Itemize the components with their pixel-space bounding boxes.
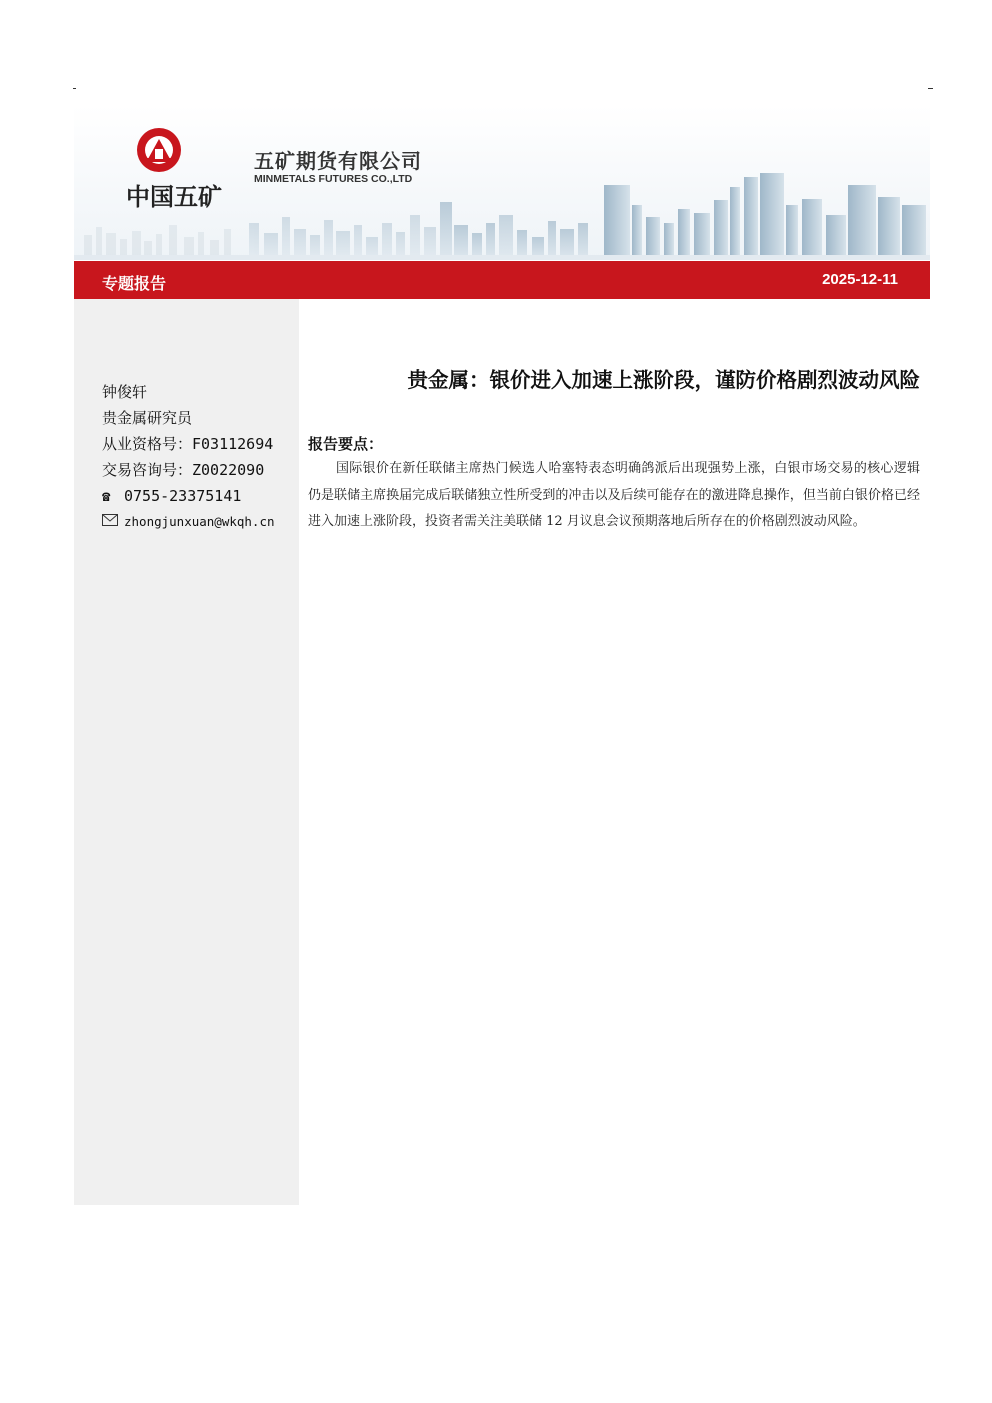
email-address[interactable]: zhongjunxuan@wkqh.cn [124, 514, 275, 529]
crop-mark-right [928, 88, 933, 89]
consulting-number: 交易咨询号：Z0022090 [102, 461, 265, 479]
document-title: 贵金属：银价进入加速上涨阶段，谨防价格剧烈波动风险 [407, 368, 920, 392]
author-sidebar [74, 299, 299, 1205]
report-type: 专题报告 [102, 274, 167, 293]
company-name-en: MINMETALS FUTURES CO.,LTD [254, 173, 413, 185]
summary-paragraph: 国际银价在新任联储主席热门候选人哈塞特表态明确鸽派后出现强势上涨，白银市场交易的核心逻辑仍是联储主席换届完成后联储独立性所受到的冲击以及后续可能存在的激进降息操作，但当前白银价格已经进入加速上涨阶段，投资者需关注美联储 12 月议息会议预期落地后所存在的价格剧烈波动风险。 [308, 461, 920, 529]
report-header-bar [74, 261, 930, 299]
email-row[interactable] [102, 509, 275, 535]
header-banner [74, 105, 930, 260]
phone-icon: ☎ [102, 489, 111, 505]
qualification-number: 从业资格号：F03112694 [102, 435, 274, 453]
phone-number: 0755-23375141 [124, 487, 242, 505]
minmetals-emblem-icon [134, 125, 184, 175]
report-date: 2025-12-11 [822, 271, 898, 288]
author-name: 钟俊轩 [102, 383, 148, 401]
phone-row [102, 483, 275, 509]
envelope-icon [102, 509, 124, 535]
section-heading: 报告要点： [308, 435, 384, 453]
author-title: 贵金属研究员 [102, 409, 193, 427]
author-info [102, 379, 275, 535]
crop-mark-left [73, 88, 76, 89]
company-name-cn: 五矿期货有限公司 [254, 149, 422, 173]
group-name: 中国五矿 [126, 183, 222, 211]
